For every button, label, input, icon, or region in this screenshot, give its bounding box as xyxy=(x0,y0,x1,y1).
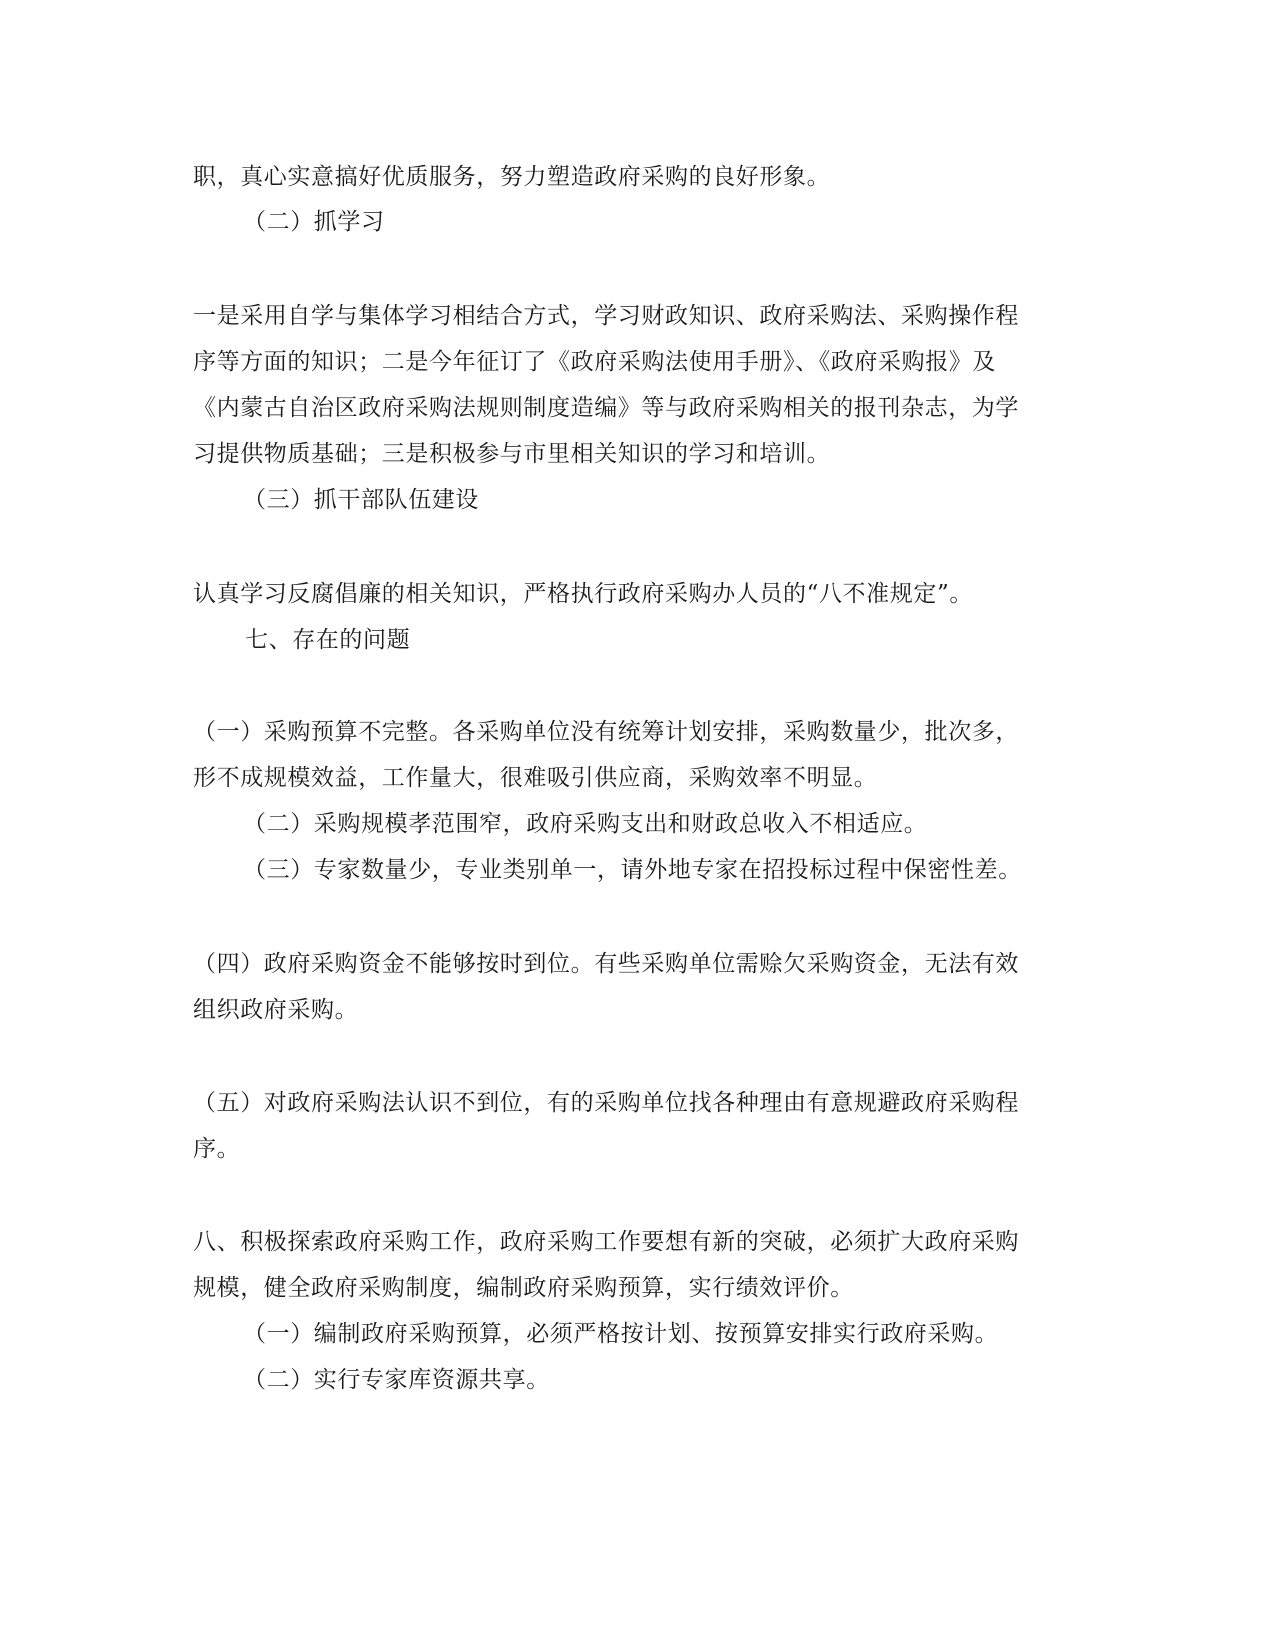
text-line: 一是采用自学与集体学习相结合方式，学习财政知识、政府采购法、采购操作程 xyxy=(193,303,1019,329)
text-line: 八、积极探索政府采购工作，政府采购工作要想有新的突破，必须扩大政府采购 xyxy=(193,1229,1019,1255)
section-heading: （三）抓干部队伍建设 xyxy=(243,487,479,513)
text-line: 习提供物质基础；三是积极参与市里相关知识的学习和培训。 xyxy=(193,441,831,467)
text-line: 认真学习反腐倡廉的相关知识，严格执行政府采购办人员的“八不准规定”。 xyxy=(193,581,973,607)
section-heading: 七、存在的问题 xyxy=(245,627,411,653)
text-line: 组织政府采购。 xyxy=(193,997,359,1023)
text-line: （二）实行专家库资源共享。 xyxy=(243,1367,550,1393)
text-line: （一）编制政府采购预算，必须严格按计划、按预算安排实行政府采购。 xyxy=(243,1321,999,1347)
text-line: （一）采购预算不完整。各采购单位没有统筹计划安排，采购数量少，批次多， xyxy=(193,719,1019,745)
text-line: 序等方面的知识；二是今年征订了《政府采购法使用手册》、《政府采购报》及 xyxy=(193,349,996,375)
text-line: 序。 xyxy=(193,1136,241,1162)
text-line: （二）采购规模孝范围窄，政府采购支出和财政总收入不相适应。 xyxy=(243,811,928,837)
section-heading: （二）抓学习 xyxy=(243,209,385,235)
text-line: 形不成规模效益，工作量大，很难吸引供应商，采购效率不明显。 xyxy=(193,765,878,791)
text-line: 规模，健全政府采购制度，编制政府采购预算，实行绩效评价。 xyxy=(193,1275,854,1301)
text-line: （四）政府采购资金不能够按时到位。有些采购单位需赊欠采购资金，无法有效 xyxy=(193,951,1019,977)
text-line: 职，真心实意搞好优质服务，努力塑造政府采购的良好形象。 xyxy=(193,164,831,190)
text-line: （三）专家数量少，专业类别单一，请外地专家在招投标过程中保密性差。 xyxy=(243,857,1022,883)
text-line: （五）对政府采购法认识不到位，有的采购单位找各种理由有意规避政府采购程 xyxy=(193,1090,1019,1116)
text-line: 《内蒙古自治区政府采购法规则制度造编》等与政府采购相关的报刊杂志，为学 xyxy=(193,395,1019,421)
